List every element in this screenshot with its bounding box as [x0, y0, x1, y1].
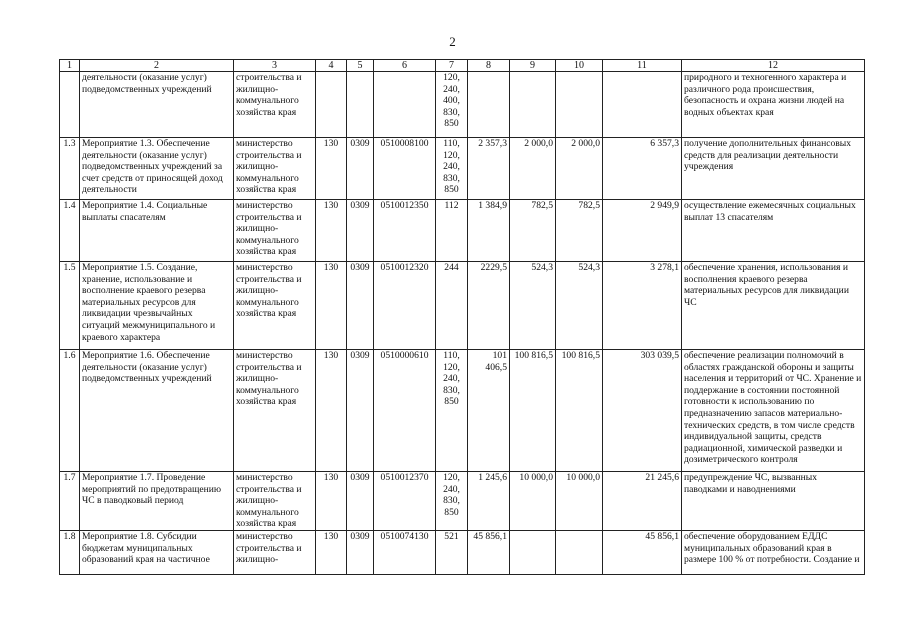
expected-result: обеспечение хранения, использования и восполнения краевого резерва материальных ресурсов для ликвидации ЧС	[682, 262, 865, 350]
amount-year2: 782,5	[510, 200, 556, 262]
code-grbs: 130	[316, 200, 347, 262]
row-number	[60, 72, 80, 138]
column-header-12: 12	[682, 60, 865, 72]
amount-year1: 2 357,3	[468, 138, 510, 200]
code-line: 120,	[443, 361, 460, 373]
amount-year3	[556, 530, 603, 574]
column-header-5: 5	[347, 60, 374, 72]
measure-name: Мероприятие 1.8. Субсидии бюджетам муниципальных образований края на частичное	[80, 530, 234, 574]
row-number: 1.3	[60, 138, 80, 200]
column-header-8: 8	[468, 60, 510, 72]
column-header-7: 7	[436, 60, 468, 72]
column-header-9: 9	[510, 60, 556, 72]
measure-name: Мероприятие 1.3. Обеспечение деятельности (оказание услуг) подведомственных учреждений за счет средств от приносящей доход деятельности	[80, 138, 234, 200]
code-line: 240,	[443, 373, 460, 385]
amount-year3: 782,5	[556, 200, 603, 262]
amount-year1: 101 406,5	[468, 350, 510, 472]
table-row	[60, 350, 865, 472]
column-header-6: 6	[374, 60, 436, 72]
amount-total: 303 039,5	[603, 350, 682, 472]
code-grbs	[316, 72, 347, 138]
code-line: 240,	[443, 83, 460, 95]
amount-year1: 45 856,1	[468, 530, 510, 574]
executor: министерство строительства и жилищно-коммунального хозяйства края	[234, 262, 316, 350]
code-line: 244	[444, 262, 459, 273]
amount-total: 45 856,1	[603, 530, 682, 574]
table-row	[60, 72, 865, 138]
code-csr: 0510012320	[374, 262, 436, 350]
code-line: 830,	[443, 495, 460, 507]
code-csr: 0510012370	[374, 472, 436, 531]
table-row	[60, 200, 865, 262]
row-number: 1.7	[60, 472, 80, 531]
amount-year3	[556, 72, 603, 138]
amount-year3: 100 816,5	[556, 350, 603, 472]
measure-name: Мероприятие 1.5. Создание, хранение, использование и восполнение краевого резерва материальных ресурсов для ликвидации чрезвычайных ситуаций межмуниципального и краевого характера	[80, 262, 234, 350]
header-row	[60, 60, 865, 72]
amount-year1: 1 384,9	[468, 200, 510, 262]
table-row	[60, 262, 865, 350]
amount-year2: 10 000,0	[510, 472, 556, 531]
measure-name: Мероприятие 1.4. Социальные выплаты спасателям	[80, 200, 234, 262]
column-header-10: 10	[556, 60, 603, 72]
code-line: 830,	[443, 106, 460, 118]
expected-result: осуществление ежемесячных социальных выплат 13 спасателям	[682, 200, 865, 262]
amount-total	[603, 72, 682, 138]
code-line: 850	[444, 184, 459, 196]
code-rzpr: 0309	[347, 138, 374, 200]
column-header-4: 4	[316, 60, 347, 72]
code-line: 112	[444, 200, 459, 211]
expected-result: получение дополнительных финансовых средств для реализации деятельности учреждения	[682, 138, 865, 200]
measure-name: Мероприятие 1.6. Обеспечение деятельности (оказание услуг) подведомственных учреждений	[80, 350, 234, 472]
column-header-3: 3	[234, 60, 316, 72]
code-rzpr: 0309	[347, 200, 374, 262]
executor: министерство строительства и жилищно-коммунального хозяйства края	[234, 472, 316, 531]
code-csr	[374, 72, 436, 138]
page-number: 2	[449, 34, 456, 49]
amount-total: 6 357,3	[603, 138, 682, 200]
code-vr	[436, 262, 468, 350]
code-csr: 0510012350	[374, 200, 436, 262]
amount-year2: 100 816,5	[510, 350, 556, 472]
code-rzpr	[347, 72, 374, 138]
code-vr	[436, 350, 468, 472]
expected-result: предупреждение ЧС, вызванных паводками и наводнениями	[682, 472, 865, 531]
code-csr: 0510074130	[374, 530, 436, 574]
row-number: 1.6	[60, 350, 80, 472]
code-line: 400,	[443, 95, 460, 107]
executor: министерство строительства и жилищно-	[234, 530, 316, 574]
amount-total: 3 278,1	[603, 262, 682, 350]
code-line: 850	[444, 506, 459, 518]
code-grbs: 130	[316, 472, 347, 531]
amount-year2: 2 000,0	[510, 138, 556, 200]
row-number: 1.8	[60, 530, 80, 574]
code-line: 830,	[443, 172, 460, 184]
amount-year1: 1 245,6	[468, 472, 510, 531]
code-vr	[436, 72, 468, 138]
amount-year1	[468, 72, 510, 138]
code-grbs: 130	[316, 262, 347, 350]
code-line: 120,	[443, 72, 460, 83]
executor: строительства и жилищно-коммунального хозяйства края	[234, 72, 316, 138]
amount-year2	[510, 72, 556, 138]
code-rzpr: 0309	[347, 350, 374, 472]
code-line: 850	[444, 396, 459, 408]
column-header-11: 11	[603, 60, 682, 72]
code-line: 110,	[443, 138, 460, 149]
code-grbs: 130	[316, 138, 347, 200]
amount-year3: 2 000,0	[556, 138, 603, 200]
amount-year2: 524,3	[510, 262, 556, 350]
code-line: 850	[444, 118, 459, 130]
code-line: 240,	[443, 161, 460, 173]
code-rzpr: 0309	[347, 262, 374, 350]
amount-total: 21 245,6	[603, 472, 682, 531]
expected-result: обеспечение оборудованием ЕДДС муниципальных образований края в размере 100 % от потребности. Создание и	[682, 530, 865, 574]
executor: министерство строительства и жилищно-коммунального хозяйства края	[234, 138, 316, 200]
table-row	[60, 472, 865, 531]
code-csr: 0510008100	[374, 138, 436, 200]
code-line: 120,	[443, 472, 460, 483]
code-line: 110,	[443, 350, 460, 361]
code-rzpr: 0309	[347, 472, 374, 531]
code-line: 521	[444, 530, 459, 542]
amount-year3: 10 000,0	[556, 472, 603, 531]
code-line: 240,	[443, 483, 460, 495]
expected-result: обеспечение реализации полномочий в областях гражданской обороны и защиты населения и территорий от ЧС. Хранение и поддержание в состоянии постоянной готовности к использованию по предназначению запасов материально-технических средств, в том числе средств индивидуальной защиты, средств радиационной, химической разведки и дозиметрического контроля	[682, 350, 865, 472]
amount-year3: 524,3	[556, 262, 603, 350]
column-header-2: 2	[80, 60, 234, 72]
expected-result: природного и техногенного характера и различного рода происшествия, безопасность и охрана жизни людей на водных объектах края	[682, 72, 865, 138]
measure-name: деятельности (оказание услуг) подведомственных учреждений	[80, 72, 234, 138]
code-line: 120,	[443, 149, 460, 161]
amount-year1: 2229,5	[468, 262, 510, 350]
code-line: 830,	[443, 384, 460, 396]
column-header-1: 1	[60, 60, 80, 72]
measures-table	[59, 59, 865, 575]
measure-name: Мероприятие 1.7. Проведение мероприятий по предотвращению ЧС в паводковый период	[80, 472, 234, 531]
code-rzpr: 0309	[347, 530, 374, 574]
code-vr	[436, 530, 468, 574]
code-vr	[436, 200, 468, 262]
amount-year2	[510, 530, 556, 574]
code-grbs: 130	[316, 350, 347, 472]
table-row	[60, 530, 865, 574]
code-csr: 0510000610	[374, 350, 436, 472]
executor: министерство строительства и жилищно-коммунального хозяйства края	[234, 200, 316, 262]
row-number: 1.4	[60, 200, 80, 262]
executor: министерство строительства и жилищно-коммунального хозяйства края	[234, 350, 316, 472]
code-grbs: 130	[316, 530, 347, 574]
table-row	[60, 138, 865, 200]
code-vr	[436, 138, 468, 200]
amount-total: 2 949,9	[603, 200, 682, 262]
code-vr	[436, 472, 468, 531]
row-number: 1.5	[60, 262, 80, 350]
